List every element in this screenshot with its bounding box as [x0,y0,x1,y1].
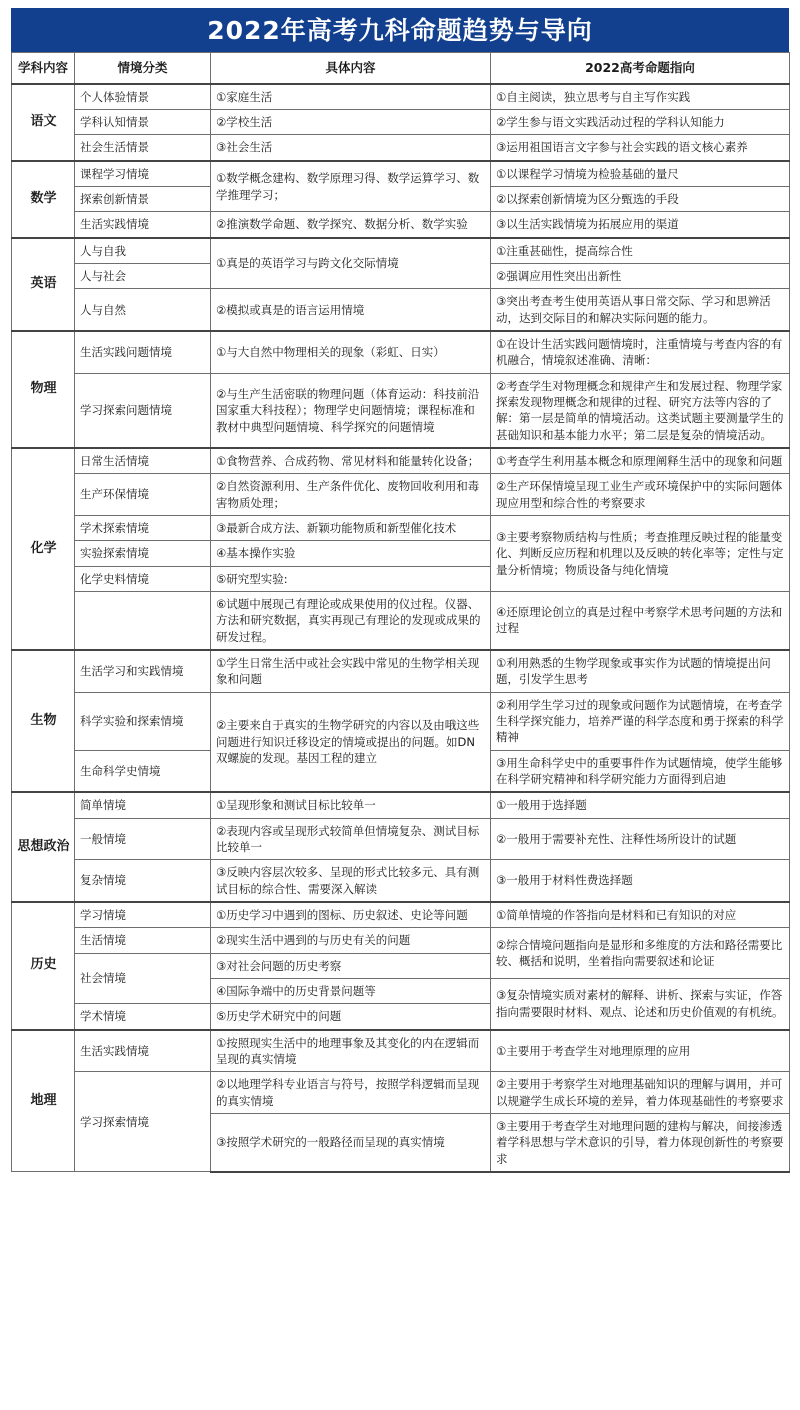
guide-cell: ②以探索创新情境为区分甄选的手段 [491,187,790,212]
detail-cell: ③最新合成方法、新颖功能物质和新型催化技术 [211,515,491,540]
guide-cell: ④还原理论创立的真是过程中考察学术思考问题的方法和过程 [491,591,790,649]
detail-cell: ①食物营养、合成药物、常见材料和能量转化设备； [211,448,491,474]
guide-cell: ②考查学生对物理概念和规律产生和发展过程、物理学家探索发现物理概念和规律的过程、研究方法等内容的了解：第一层是简单的情境活动。这类试题主要测量学生的甚础知识和基本能力水平；第二层是复杂的情境活动。 [491,373,790,448]
detail-cell: ②模拟或真是的语言运用情境 [211,289,491,331]
context-cell: 生活实践问题情境 [75,331,211,373]
detail-cell: ②推演数学命题、数学探究、数据分析、数学实验 [211,212,491,238]
subject-cell: 历史 [12,902,75,1030]
guide-cell: ②利用学生学习过的现象或问题作为试题情境，在考查学生科学探究能力，培养严谨的科学态度和勇于探索的科学精神 [491,692,790,750]
detail-cell: ②学校生活 [211,110,491,135]
table-header [12,53,790,84]
detail-cell: ①学生日常生活中或社会实践中常见的生物学相关现象和问题 [211,650,491,692]
context-cell: 生活学习和实践情境 [75,650,211,692]
detail-cell: ②以地理学科专业语言与符号，按照学科逻辑而呈现的真实情境 [211,1072,491,1114]
detail-cell: ①历史学习中遇到的图标、历史叙述、史论等问题 [211,902,491,928]
table-row [12,331,790,373]
context-cell: 学术情境 [75,1004,211,1030]
detail-cell: ①与大自然中物理相关的现象（彩虹、日实） [211,331,491,373]
guide-cell: ③一般用于材料性费选择题 [491,860,790,902]
context-cell: 学术探索情境 [75,515,211,540]
guide-cell: ③用生命科学史中的重要事件作为试题情境，使学生能够在科学研究精神和科学研究能力方面得到启迪 [491,750,790,792]
table-row [12,212,790,238]
detail-cell: ⑥试题中展现己有理论或成果使用的仪过程。仪器、方法和研究数据，真实再现己有理论的发现或成果的研发过程。 [211,591,491,649]
table-body [12,84,790,1172]
detail-cell: ②自然资源利用、生产条件优化、废物回收利用和毒害物质处理； [211,474,491,516]
table-row [12,135,790,161]
table-row [12,110,790,135]
subject-cell: 化学 [12,448,75,650]
exam-trends-table [11,52,790,1173]
subject-cell: 英语 [12,238,75,331]
table-row [12,591,790,649]
table-row [12,1072,790,1114]
guide-cell: ①一般用于选择题 [491,792,790,818]
detail-cell: ①家庭生活 [211,84,491,110]
detail-cell: ①数学概念建构、数学原理习得、数学运算学习、数学推理学习； [211,161,491,212]
guide-cell: ②生产环保情境呈现工业生产或环境保护中的实际问题体现应用型和综合性的考察要求 [491,474,790,516]
context-cell: 人与社会 [75,264,211,289]
context-cell: 社会情境 [75,953,211,1004]
table-row [12,448,790,474]
column-header-guide: 2022高考命题指向 [491,53,790,84]
context-cell: 课程学习情境 [75,161,211,187]
table-row [12,860,790,902]
detail-cell: ③对社会问题的历史考察 [211,953,491,978]
context-cell: 化学史料情境 [75,566,211,591]
table-row [12,792,790,818]
guide-cell: ②一般用于需要补充性、注释性场所设计的试题 [491,818,790,860]
subject-cell: 地理 [12,1030,75,1172]
guide-cell: ①利用熟悉的生物学现象或事实作为试题的情境提出问题，引发学生思考 [491,650,790,692]
context-cell: 科学实验和探索情境 [75,692,211,750]
guide-cell: ②主要用于考察学生对地理基础知识的理解与调用，并可以规避学生成长环境的差异，着力体现基础性的考察要求 [491,1072,790,1114]
detail-cell: ②表现内容或呈现形式较简单但情境复杂、测试目标比较单一 [211,818,491,860]
context-cell: 生活实践情境 [75,1030,211,1072]
context-cell: 复杂情境 [75,860,211,902]
guide-cell: ③突出考查考生使用英语从事日常交际、学习和思辨活动，达到交际目的和解决实际问题的能力。 [491,289,790,331]
column-header-context: 情境分类 [75,53,211,84]
detail-cell: ③反映内容层次较多、呈现的形式比较多元、具有测试目标的综合性、需要深入解读 [211,860,491,902]
context-cell: 实验探索情境 [75,541,211,566]
context-cell: 生产环保情境 [75,474,211,516]
context-cell: 生活情境 [75,928,211,953]
guide-cell: ②强调应用性突出出新性 [491,264,790,289]
detail-cell: ⑤研究型实验: [211,566,491,591]
guide-cell: ③主要考察物质结构与性质；考查推理反映过程的能量变化、判断反应历程和机理以及反映的转化率等；定性与定量分析情境；物质设备与纯化情境 [491,515,790,591]
table-row [12,515,790,540]
subject-cell: 语文 [12,84,75,161]
context-cell: 生命科学史情境 [75,750,211,792]
context-cell: 生活实践情境 [75,212,211,238]
detail-cell: ③社会生活 [211,135,491,161]
detail-cell: ⑤历史学术研究中的问题 [211,1004,491,1030]
table-row [12,818,790,860]
guide-cell: ①注重甚础性，提高综合性 [491,238,790,264]
context-cell: 学习情境 [75,902,211,928]
table-row [12,161,790,187]
table-row [12,474,790,516]
guide-cell: ③运用祖国语言文字参与社会实践的语文核心素养 [491,135,790,161]
table-row [12,373,790,448]
guide-cell: ①以课程学习情境为检验基础的量尺 [491,161,790,187]
context-cell [75,591,211,649]
table-row [12,928,790,953]
table-row [12,902,790,928]
context-cell: 学科认知情景 [75,110,211,135]
detail-cell: ②与生产生活密联的物理问题（体育运动：科技前沿国家重大科技程）；物理学史问题情境；课程标准和教材中典型问题情境、科学探究的问题情境 [211,373,491,448]
context-cell: 社会生活情景 [75,135,211,161]
header-row [12,53,790,84]
detail-cell: ④国际争端中的历史背景问题等 [211,978,491,1003]
column-header-detail: 具体内容 [211,53,491,84]
context-cell: 一般情境 [75,818,211,860]
table-row [12,289,790,331]
detail-cell: ①按照现实生活中的地理事象及其变化的内在逻辑而呈现的真实情境 [211,1030,491,1072]
detail-cell: ③按照学术研究的一般路径而呈现的真实情境 [211,1113,491,1171]
guide-cell: ②综合情境问题指向是显形和多维度的方法和路径需要比较、概括和说明，坐着指向需要叙述和论证 [491,928,790,979]
table-row [12,1030,790,1072]
subject-cell: 生物 [12,650,75,792]
detail-cell: ②主要来自于真实的生物学研究的内容以及由哦这些问题进行知识迁移设定的情境或提出的问题。如DN双螺旋的发现。基因工程的建立 [211,692,491,792]
context-cell: 探索创新情景 [75,187,211,212]
column-header-subject: 学科内容 [12,53,75,84]
guide-cell: ③主要用于考查学生对地理问题的建构与解决，间接渗透着学科思想与学术意识的引导，着力体现创新性的考察要求 [491,1113,790,1171]
guide-cell: ①简单情境的作答指向是材料和已有知识的对应 [491,902,790,928]
detail-cell: ②现实生活中遇到的与历史有关的问题 [211,928,491,953]
context-cell: 个人体验情景 [75,84,211,110]
context-cell: 学习探索问题情境 [75,373,211,448]
table-row [12,238,790,264]
context-cell: 学习探索情境 [75,1072,211,1172]
page-title: 2022年高考九科命题趋势与导向 [11,8,789,52]
guide-cell: ①考查学生利用基本概念和原理阐释生活中的现象和问题 [491,448,790,474]
subject-cell: 思想政治 [12,792,75,902]
subject-cell: 数学 [12,161,75,238]
detail-cell: ④基本操作实验 [211,541,491,566]
subject-cell: 物理 [12,331,75,448]
table-row [12,84,790,110]
context-cell: 人与自然 [75,289,211,331]
table-row [12,650,790,692]
detail-cell: ①真是的英语学习与跨文化交际情境 [211,238,491,289]
context-cell: 日常生活情境 [75,448,211,474]
context-cell: 人与自我 [75,238,211,264]
guide-cell: ③复杂情境实质对素材的解释、讲析、探索与实证，作答指向需要限时材料、观点、论述和历史价值观的有机统。 [491,978,790,1029]
detail-cell: ①呈现形象和测试目标比较单一 [211,792,491,818]
guide-cell: ②学生参与语文实践活动过程的学科认知能力 [491,110,790,135]
table-row [12,692,790,750]
context-cell: 简单情境 [75,792,211,818]
guide-cell: ①主要用于考查学生对地理原理的应用 [491,1030,790,1072]
guide-cell: ①自主阅读，独立思考与自主写作实践 [491,84,790,110]
guide-cell: ③以生活实践情境为拓展应用的渠道 [491,212,790,238]
guide-cell: ①在设计生活实践问题情境时，注重情境与考查内容的有机融合，情境叙述准确、清晰： [491,331,790,373]
